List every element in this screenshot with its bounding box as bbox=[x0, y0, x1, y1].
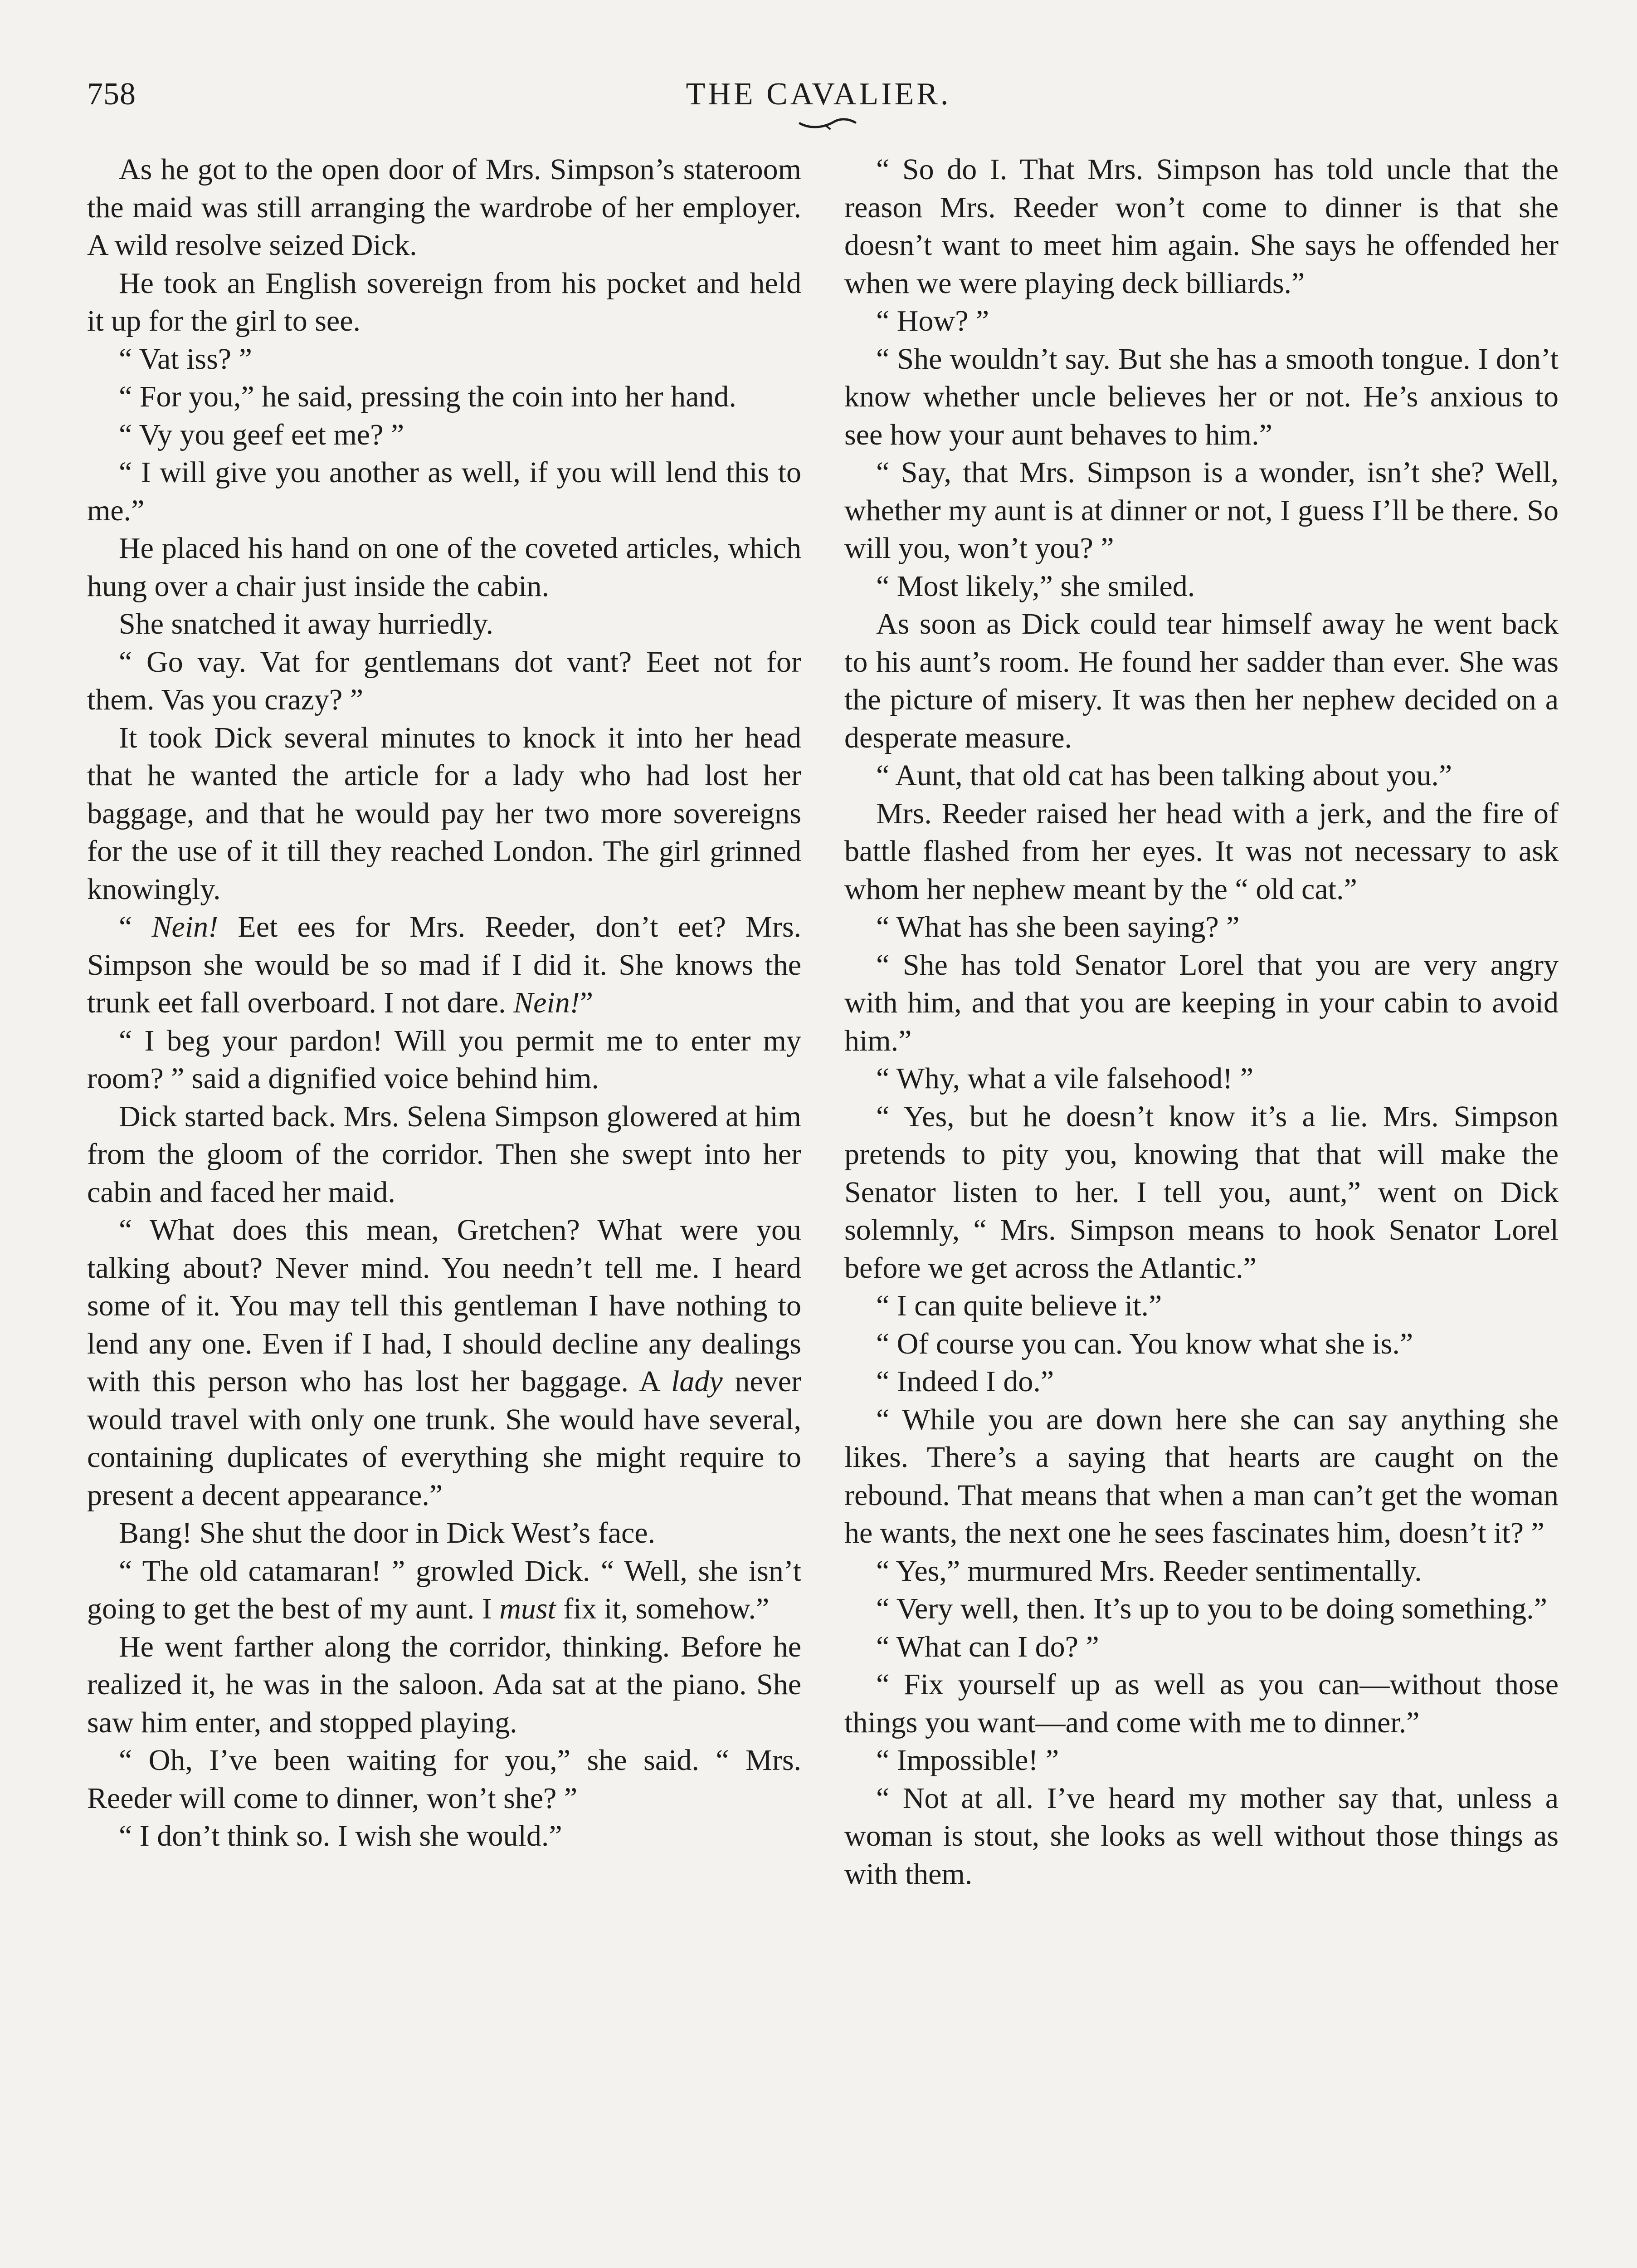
paragraph bbox=[844, 795, 1559, 909]
paragraph bbox=[844, 605, 1559, 757]
text-run: “ I can quite believe it.” bbox=[876, 1289, 1162, 1322]
text-run: “ Aunt, that old cat has been talking about you.” bbox=[876, 759, 1452, 792]
paragraph bbox=[87, 529, 801, 605]
paragraph bbox=[844, 1098, 1559, 1287]
text-run: “ So do I. That Mrs. Simpson has told uncle that the reason Mrs. Reeder won’t come to dinner is that she doesn’t want to meet him again. She says he offended her when we were playing deck billiards.” bbox=[844, 153, 1559, 300]
paragraph bbox=[844, 567, 1559, 606]
text-column-left bbox=[87, 151, 801, 2268]
text-run: “ She wouldn’t say. But she has a smooth tongue. I don’t know whether uncle believes her or not. He’s anxious to see how your aunt behaves to him.” bbox=[844, 342, 1559, 451]
paragraph bbox=[87, 340, 801, 378]
text-run: “ Yes, but he doesn’t know it’s a lie. Mrs. Simpson pretends to pity you, knowing that that will make the Senator listen to her. I tell you, aunt,” went on Dick solemnly, “ Mrs. Simpson means to hook Senator Lorel before we get across the Atlantic.” bbox=[844, 1100, 1559, 1285]
paragraph bbox=[844, 757, 1559, 795]
text-run: “ Very well, then. It’s up to you to be doing something.” bbox=[876, 1592, 1547, 1625]
text-run: “ Of course you can. You know what she is.” bbox=[876, 1327, 1413, 1360]
text-run: As soon as Dick could tear himself away he went back to his aunt’s room. He found her sadder than ever. She was the picture of misery. It was then her nephew decided on a desperate measure. bbox=[844, 607, 1559, 754]
text-run: “ Yes,” murmured Mrs. Reeder sentimentally. bbox=[876, 1554, 1422, 1588]
paragraph bbox=[87, 908, 801, 1022]
text-run: “ Vat iss? ” bbox=[119, 342, 252, 376]
page-number: 758 bbox=[87, 77, 136, 112]
text-run: Eet ees for Mrs. Reeder, don’t eet? Mrs. Simpson she would be so mad if I did it. She knows the trunk eet fall overboard. I not dare. bbox=[87, 910, 801, 1019]
text-run: “ Most likely,” she smiled. bbox=[876, 569, 1195, 603]
paragraph bbox=[87, 1211, 801, 1514]
italic-text-run: Nein! bbox=[513, 986, 580, 1019]
paragraph bbox=[844, 1363, 1559, 1401]
paragraph bbox=[87, 1552, 801, 1628]
title-swash-ornament bbox=[798, 113, 857, 132]
text-run: “ Fix yourself up as well as you can—without those things you want—and come with me to dinner.” bbox=[844, 1668, 1559, 1739]
running-head-title: THE CAVALIER. bbox=[686, 77, 951, 112]
text-run: “ Oh, I’ve been waiting for you,” she said. “ Mrs. Reeder will come to dinner, won’t she? ” bbox=[87, 1744, 801, 1815]
text-run: “ She has told Senator Lorel that you are very angry with him, and that you are keeping in your cabin to avoid him.” bbox=[844, 948, 1559, 1057]
paragraph bbox=[844, 1628, 1559, 1666]
text-run: Dick started back. Mrs. Selena Simpson glowered at him from the gloom of the corridor. Then she swept into her cabin and faced her maid. bbox=[87, 1100, 801, 1209]
text-run: “ Why, what a vile falsehood! ” bbox=[876, 1062, 1254, 1095]
paragraph bbox=[844, 1287, 1559, 1325]
paragraph bbox=[87, 1817, 801, 1855]
paragraph bbox=[87, 1628, 801, 1742]
paragraph bbox=[87, 416, 801, 454]
italic-text-run: Nein! bbox=[151, 910, 219, 943]
text-run: He took an English sovereign from his pocket and held it up for the girl to see. bbox=[87, 266, 801, 337]
paragraph bbox=[87, 454, 801, 529]
paragraph bbox=[844, 1325, 1559, 1363]
text-run: “ I beg your pardon! Will you permit me to enter my room? ” said a dignified voice behind him. bbox=[87, 1024, 801, 1095]
italic-text-run: lady bbox=[671, 1365, 723, 1398]
text-run: “ How? ” bbox=[876, 304, 989, 337]
paragraph bbox=[87, 719, 801, 909]
text-column-right bbox=[844, 151, 1559, 2268]
text-run: “ The old catamaran! ” growled Dick. “ Well, she isn’t going to get the best of my aunt. I bbox=[87, 1554, 801, 1625]
paragraph bbox=[844, 1779, 1559, 1893]
text-run: never would travel with only one trunk. She would have several, containing duplicates of everything she might require to present a decent appearance.” bbox=[87, 1365, 801, 1512]
paragraph bbox=[87, 1098, 801, 1212]
paragraph bbox=[844, 1590, 1559, 1628]
paragraph bbox=[844, 1401, 1559, 1552]
paragraph bbox=[87, 605, 801, 643]
italic-text-run: must bbox=[499, 1592, 556, 1625]
text-run: “ Vy you geef eet me? ” bbox=[119, 418, 404, 451]
paragraph bbox=[844, 302, 1559, 340]
text-run: “ For you,” he said, pressing the coin into her hand. bbox=[119, 380, 736, 413]
text-run: As he got to the open door of Mrs. Simpson’s stateroom the maid was still arranging the wardrobe of her employer. A wild resolve seized Dick. bbox=[87, 153, 801, 262]
text-run: Mrs. Reeder raised her head with a jerk, and the fire of battle flashed from her eyes. It was not necessary to ask whom her nephew meant by the “ old cat.” bbox=[844, 797, 1559, 906]
paragraph bbox=[844, 454, 1559, 567]
text-run: “ Impossible! ” bbox=[876, 1744, 1059, 1777]
text-run: Bang! She shut the door in Dick West’s face. bbox=[119, 1516, 656, 1549]
paragraph bbox=[87, 643, 801, 719]
text-run: “ What does this mean, Gretchen? What were you talking about? Never mind. You needn’t tell me. I heard some of it. You may tell this gentleman I have nothing to lend any one. Even if I had, I should decline any dealings with this person who has lost her baggage. A bbox=[87, 1213, 801, 1398]
paragraph bbox=[844, 1552, 1559, 1590]
text-run: “ I will give you another as well, if you will lend this to me.” bbox=[87, 456, 801, 527]
text-run: ” bbox=[580, 986, 594, 1019]
paragraph bbox=[87, 1741, 801, 1817]
paragraph bbox=[844, 1666, 1559, 1741]
text-run: “ While you are down here she can say anything she likes. There’s a saying that hearts are caught on the rebound. That means that when a man can’t get the woman he wants, the next one he sees fascinates him, doesn’t it? ” bbox=[844, 1403, 1559, 1549]
paragraph bbox=[844, 908, 1559, 946]
paragraph bbox=[844, 1741, 1559, 1779]
paragraph bbox=[844, 946, 1559, 1060]
text-run: “ Go vay. Vat for gentlemans dot vant? Eeet not for them. Vas you crazy? ” bbox=[87, 645, 801, 716]
text-run: “ Not at all. I’ve heard my mother say that, unless a woman is stout, she looks as well without those things as with them. bbox=[844, 1781, 1559, 1891]
paragraph bbox=[87, 1514, 801, 1552]
text-run: It took Dick several minutes to knock it into her head that he wanted the article for a lady who had lost her baggage, and that he would pay her two more sovereigns for the use of it till they reached London. The girl grinned knowingly. bbox=[87, 721, 801, 906]
paragraph bbox=[844, 151, 1559, 302]
text-run: fix it, somehow.” bbox=[555, 1592, 770, 1625]
text-run: “ What can I do? ” bbox=[876, 1630, 1099, 1663]
text-run: She snatched it away hurriedly. bbox=[119, 607, 493, 640]
paragraph bbox=[87, 378, 801, 416]
paragraph bbox=[87, 264, 801, 340]
paragraph bbox=[844, 340, 1559, 454]
paragraph bbox=[844, 1060, 1559, 1098]
text-run: “ I don’t think so. I wish she would.” bbox=[119, 1819, 562, 1853]
text-run: He placed his hand on one of the coveted articles, which hung over a chair just inside the cabin. bbox=[87, 532, 801, 603]
text-run: He went farther along the corridor, thinking. Before he realized it, he was in the saloon. Ada sat at the piano. She saw him enter, and stopped playing. bbox=[87, 1630, 801, 1739]
paragraph bbox=[87, 151, 801, 264]
paragraph bbox=[87, 1022, 801, 1098]
text-run: “ Indeed I do.” bbox=[876, 1365, 1054, 1398]
text-run: “ bbox=[119, 910, 152, 943]
text-run: “ What has she been saying? ” bbox=[876, 910, 1240, 943]
text-run: “ Say, that Mrs. Simpson is a wonder, isn’t she? Well, whether my aunt is at dinner or not, I guess I’ll be there. So will you, won’t you? ” bbox=[844, 456, 1559, 565]
